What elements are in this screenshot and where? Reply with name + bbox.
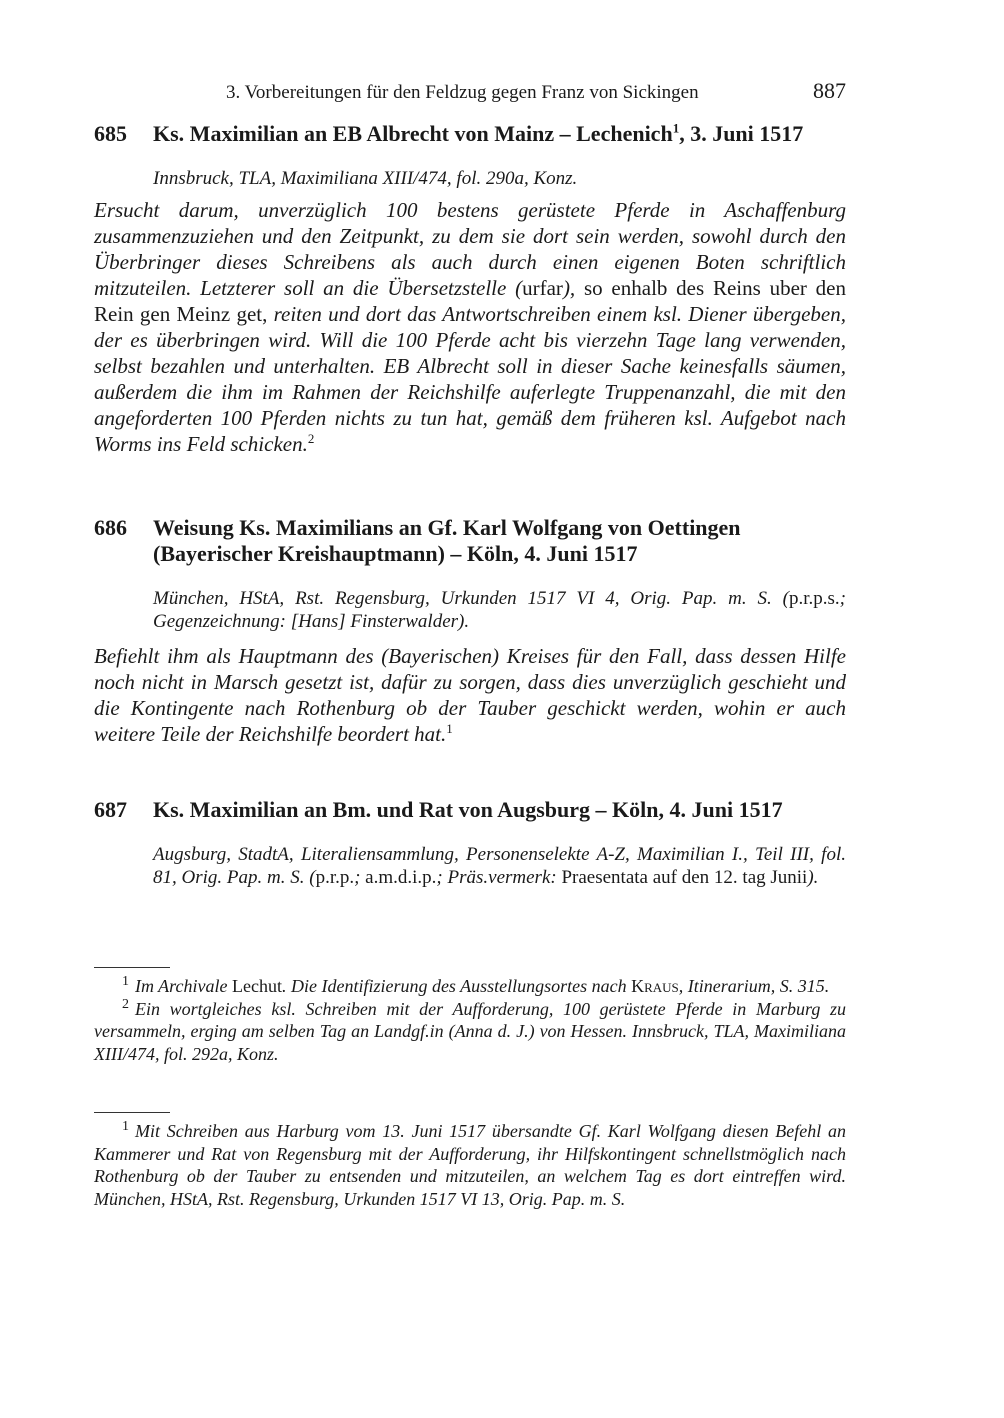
footnote-rule	[94, 967, 170, 968]
footnote-ref[interactable]: 1	[446, 721, 453, 736]
entry-number: 686	[94, 515, 127, 540]
entry-title: Weisung Ks. Maximilians an Gf. Karl Wolfgang von Oettingen (Bayerischer Kreishauptmann) – Köln, 4. Juni 1517	[153, 515, 741, 566]
archival-source: München, HStA, Rst. Regensburg, Urkunden 1517 VI 4, Orig. Pap. m. S. (p.r.p.s.; Gegenzeichnung: [Hans] Finsterwalder).	[153, 588, 846, 632]
entry-685	[94, 121, 846, 457]
entry-686	[94, 515, 846, 747]
footnote-ref[interactable]: 2	[307, 431, 315, 446]
entry-summary: Befiehlt ihm als Hauptmann des (Bayerischen) Kreises für den Fall, dass dessen Hilfe noch nicht in Marsch gesetzt ist, dafür zu sorgen, dass dies unverzüglich geschieht und die Kontingente nach Rothenburg ob der Tauber geschickt werden, wohin er auch weitere Teile der Reichshilfe beordert hat.$^1$	[94, 644, 846, 746]
footnote-rule	[94, 1112, 170, 1113]
archival-source: Innsbruck, TLA, Maximiliana XIII/474, fol. 290a, Konz.	[153, 168, 578, 189]
footnote: $^1$ Mit Schreiben aus Harburg vom 13. Juni 1517 übersandte Gf. Karl Wolfgang diesen Befehl an Kammerer und Rat von Regensburg mit der Aufforderung, ihr Hilfskontingent schnellstmöglich nach Rothenburg ob der Tauber zu entsenden und mitzuteilen, an welchem Tag es dort eintreffen wird. München, HStA, Rst. Regensburg, Urkunden 1517 VI 13, Orig. Pap. m. S.	[94, 1119, 846, 1209]
archival-source: Augsburg, StadtA, Literaliensammlung, Personenselekte A-Z, Maximilian I., Teil III, fol. 81, Orig. Pap. m. S. (p.r.p.; a.m.d.i.p.; Präs.vermerk: Praesentata auf den 12. tag Junii).	[153, 844, 846, 888]
entry-687	[94, 797, 846, 889]
entry-heading	[94, 797, 846, 823]
running-head	[94, 80, 846, 106]
entry-heading	[94, 121, 846, 147]
entry-title: Ks. Maximilian an Bm. und Rat von Augsburg – Köln, 4. Juni 1517	[153, 797, 783, 822]
entry-summary: Ersucht darum, unverzüglich 100 bestens gerüstete Pferde in Aschaffenburg zusammenzuziehen und den Zeitpunkt, zu dem sie dort sein werden, sowohl durch den Überbringer dieses Schreibens als auch durch einen eigenen Boten schriftlich mitzuteilen. Letzterer soll an die Übersetzstelle (urfar), so enhalb des Reins uber den Rein gen Meinz get, reiten und dort das Antwortschreiben einem ksl. Diener übergeben, der es überbringen wird. Will die 100 Pferde acht bis vierzehn Tage lang verwenden, selbst bezahlen und unterhalten. EB Albrecht soll in dieser Sache keinesfalls säumen, außerdem die ihm im Rahmen der Reichshilfe auferlegte Truppenanzahl, die mit den angeforderten 100 Pferden nichts zu tun hat, gemäß dem früheren ksl. Aufgebot nach Worms ins Feld schicken.$^2$	[94, 198, 846, 456]
footnotes-685	[94, 975, 846, 1065]
entry-number: 685	[94, 121, 127, 146]
entry-number: 687	[94, 797, 127, 822]
footnote: $^2$ Ein wortgleiches ksl. Schreiben mit der Aufforderung, 100 gerüstete Pferde in Marburg zu versammeln, erging am selben Tag an Landgf.in (Anna d. J.) von Hessen. Innsbruck, TLA, Maximiliana XIII/474, fol. 292a, Konz.	[94, 996, 846, 1064]
entry-title: Ks. Maximilian an EB Albrecht von Mainz – Lechenich$^1$, 3. Juni 1517	[153, 120, 804, 146]
entry-heading	[94, 515, 846, 567]
footnote-ref[interactable]: 1	[672, 120, 680, 136]
running-title: 3. Vorbereitungen für den Feldzug gegen Franz von Sickingen	[226, 82, 699, 103]
footnotes-686	[94, 1120, 846, 1210]
footnote: $^1$ Im Archivale Lechut. Die Identifizierung des Ausstellungsortes nach Kraus, Itinerarium, S. 315.	[122, 974, 830, 996]
page-number: 887	[813, 78, 846, 103]
